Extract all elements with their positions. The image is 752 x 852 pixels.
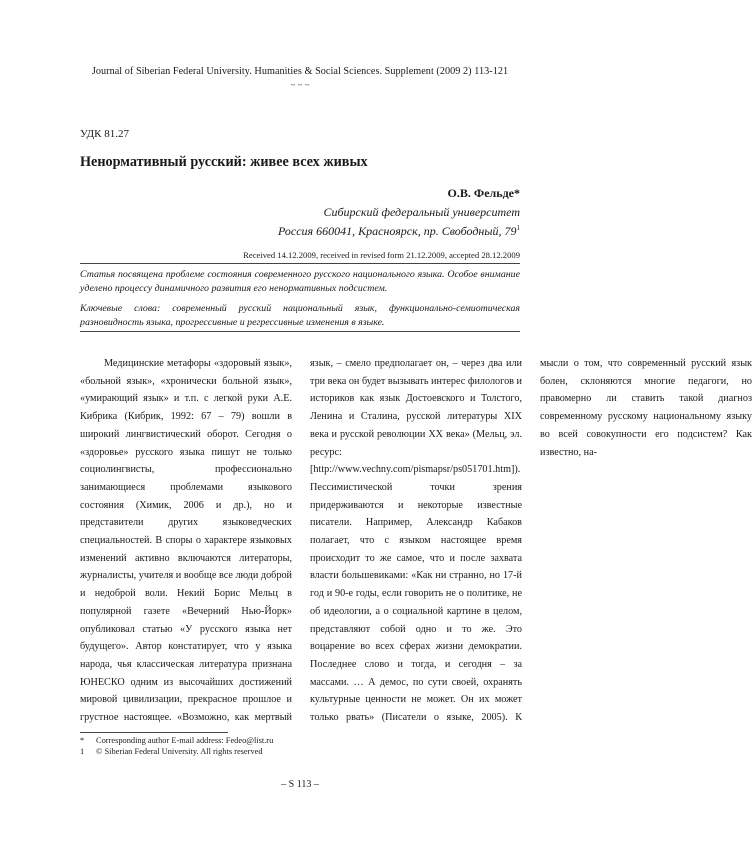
abstract: Статья посвящена проблеме состояния современного русского национального языка. Особое внимание уделено процессу динамичного развития его ненормативных подсистем. xyxy=(80,269,520,294)
udk-code: УДК 81.27 xyxy=(80,128,130,140)
abstract-bottom-rule xyxy=(80,331,520,332)
footnote-text: © Siberian Federal University. All rights reserved xyxy=(96,746,263,756)
journal-header: Journal of Siberian Federal University. Humanities & Social Sciences. Supplement (2009 2) 113-121 xyxy=(91,66,509,77)
footnote-mark: 1 xyxy=(80,746,85,756)
footnote-rule xyxy=(80,732,228,733)
author-block xyxy=(80,184,520,241)
footnote-copyright xyxy=(80,747,273,758)
body-columns xyxy=(80,355,752,727)
address-footnote-mark: 1 xyxy=(516,224,520,232)
address-text: Россия 660041, Красноярск, пр. Свободный, 79 xyxy=(278,224,517,238)
received-dates: Received 14.12.2009, received in revised form 21.12.2009, accepted 28.12.2009 xyxy=(243,250,520,260)
author-name: О.В. Фельде* xyxy=(447,186,520,200)
body-paragraph: Медицинские метафоры «здоровый язык», «больной язык», «хронически больной язык», «умирающий язык» и т.п. с легкой руки А.Е. Кибрика (Кибрик, 1992: 67 – 79) вошли в широкий лингвистический оборот. Сегодня о «здоровье» русского языка пишут не только социолингвисты, профессионально занимающиеся проблемами языкового состояния (Химик, 2006 и др.), но и представители других языковедческих специальностей. В споры о характере языковых изменений активно включаются литераторы, журналисты, учителя и вообще все люди доброй и недоброй воли. Некий Борис Мельц в популярной газете «Вечерний Нью-Йорк» опубликовал статью «У русского языка нет будущего». Автор констатирует, что у языка народа, чья классическая литература признана ЮНЕСКО одним из высочайших достижений мировой цивилизации, прекрасное прошлое и грустное настоящее. «Возможно, как мертвый язык, – смело предполагает он, – через два или три века он будет вызывать интерес филологов и историков как язык Достоевского и Толстого, Ленина и Сталина, русской литературы XIX века и русской революции XX века» (Мельц, эл. ресурс: [http://www.vechny.com/pismapsr/ps051701.htm]). Пессимистической точки зрения придерживаются и некоторые известные писатели. Например, Александр Кабаков полагает, что с языком настоящее время происходит то же самое, что и после захвата власти большевиками: «Как ни странно, но 17-й год и 90-е годы, если говорить не о политике, не об идеологии, а о социальной картине в целом, представляют собой одно и то же. Это воцарение во всех сферах жизни демократии. Последнее слово и тогда, и сегодня – за массами. … А демос, по сути своей, охранять культурные ценности не может. Он их может только рвать» (Писатели о языке, 2005). К мысли о том, что современный русский язык болен, склоняются многие педагоги, но правомерно ли ставить такой диагноз современному русскому национальному языку во всей совокупности его подсистем? Как известно, на- xyxy=(80,358,752,724)
author-address xyxy=(80,222,520,241)
abstract-top-rule xyxy=(80,263,520,264)
footnotes xyxy=(80,736,273,757)
footnote-mark: * xyxy=(80,736,85,745)
footnote-text: Corresponding author E-mail address: Fedeo@list.ru xyxy=(96,736,274,745)
page-number: – S 113 – xyxy=(281,779,319,790)
article-title: Ненормативный русский: живее всех живых xyxy=(80,154,368,170)
author-affiliation: Сибирский федеральный университет xyxy=(323,205,520,219)
keywords: Ключевые слова: современный русский национальный язык, функционально-семиотическая разновидность языка, прогрессивные и регрессивные изменения в языке. xyxy=(80,303,520,328)
footnote-corresponding xyxy=(80,736,273,747)
header-ornament: ~ ~ ~ xyxy=(290,80,310,90)
